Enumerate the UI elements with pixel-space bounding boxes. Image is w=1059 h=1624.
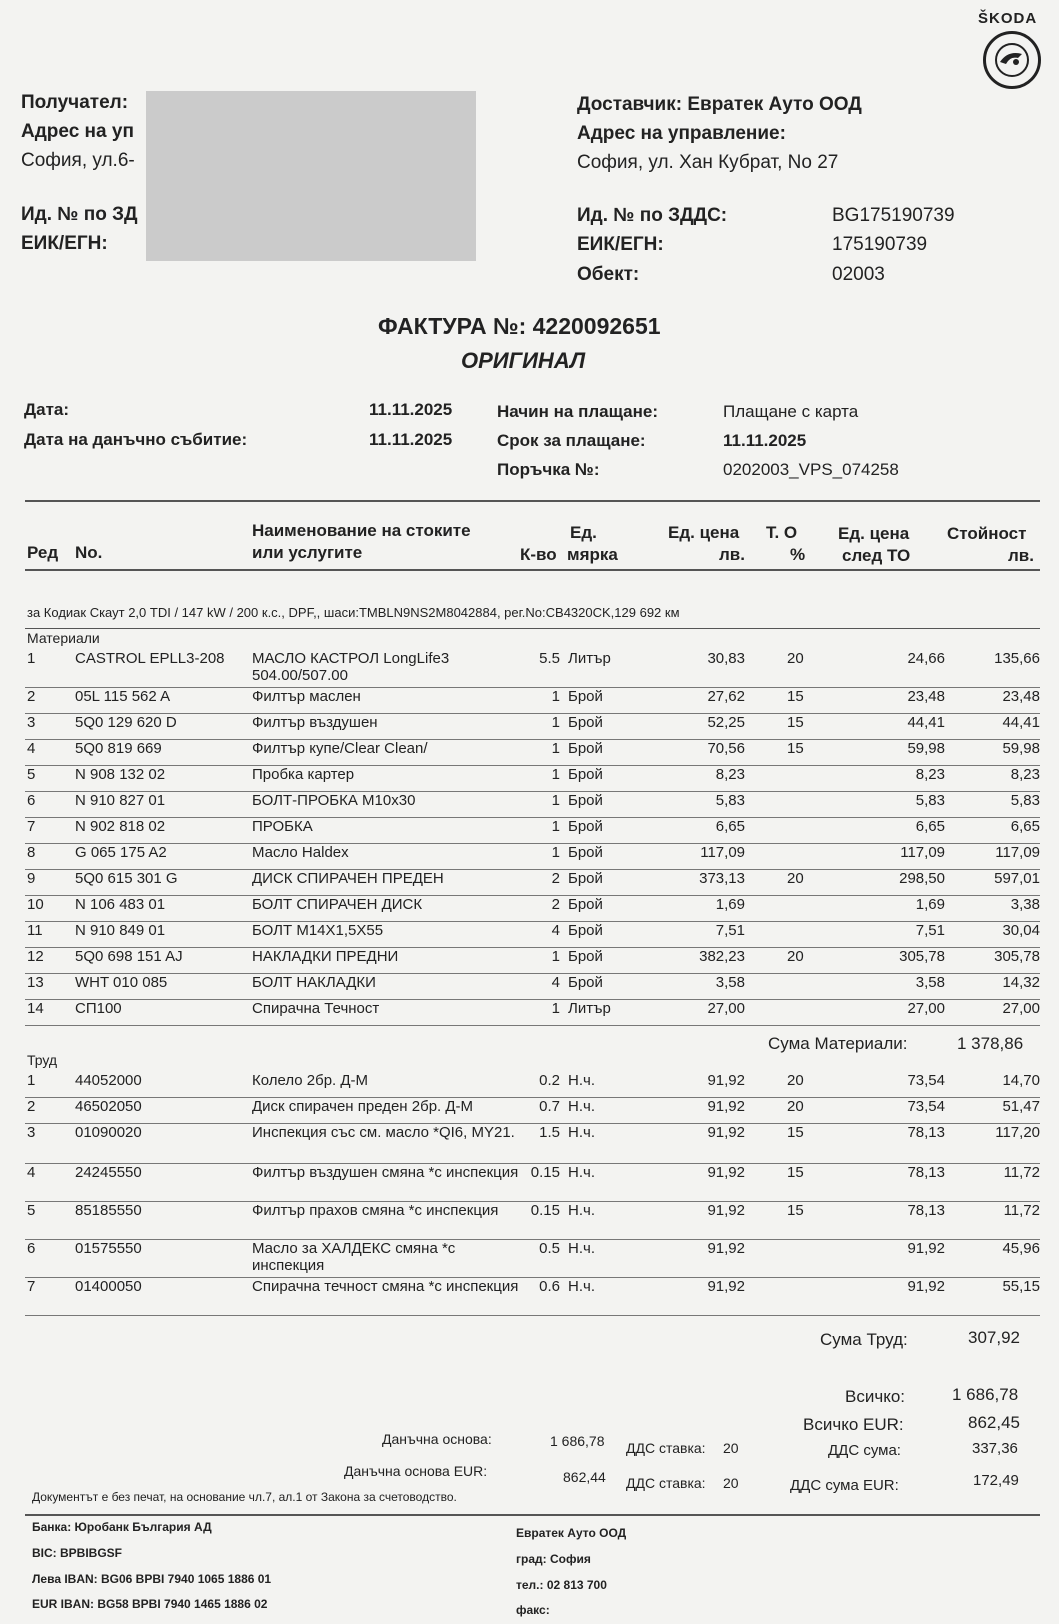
- row-rule: [25, 1025, 1040, 1026]
- cell-row: 3: [27, 1124, 36, 1141]
- cell-qty: 4: [551, 922, 560, 939]
- supplier-vat: BG175190739: [832, 205, 955, 226]
- cell-price-after: 3,58: [915, 974, 945, 991]
- cell-row: 1: [27, 1072, 36, 1089]
- materials-sum-value: 1 378,86: [957, 1034, 1024, 1053]
- cell-disc: 20: [787, 1098, 804, 1115]
- cell-no: 5Q0 129 620 D: [75, 714, 177, 731]
- payment-method-label: Начин на плащане:: [497, 402, 658, 421]
- table-header-rule: [25, 569, 1040, 571]
- table-row: [25, 688, 1040, 714]
- table-row: [25, 1098, 1040, 1124]
- cell-unit: Брой: [568, 818, 603, 835]
- payment-due-value: 11.11.2025: [723, 431, 807, 450]
- cell-row: 10: [27, 896, 44, 913]
- cell-name: ПРОБКА: [252, 818, 313, 835]
- table-row: [25, 1124, 1040, 1164]
- row-rule: [25, 1315, 1040, 1316]
- th-unit-line1: Ед.: [570, 523, 597, 542]
- labour-sum-value: 307,92: [968, 1328, 1020, 1347]
- cell-price: 6,65: [715, 818, 745, 835]
- cell-unit: Брой: [568, 870, 603, 887]
- cell-price-after: 73,54: [907, 1072, 945, 1089]
- cell-value: 27,00: [1002, 1000, 1040, 1017]
- cell-unit: Брой: [568, 896, 603, 913]
- order-label: Поръчка №:: [497, 460, 600, 479]
- cell-price: 8,23: [715, 766, 745, 783]
- cell-name: Филтър прахов смяна *с инспекция: [252, 1202, 499, 1219]
- table-row: [25, 1164, 1040, 1202]
- vat-eur-label: ДДС сума EUR:: [790, 1477, 899, 1494]
- cell-price: 91,92: [707, 1124, 745, 1141]
- table-top-rule: [25, 500, 1040, 502]
- cell-name: МАСЛО КАСТРОЛ LongLife3 504.00/507.00: [252, 650, 450, 684]
- supplier-object-label: Обект:: [577, 264, 640, 285]
- cell-no: WHT 010 085: [75, 974, 168, 991]
- cell-price-after: 298,50: [899, 870, 945, 887]
- table-row: [25, 1202, 1040, 1240]
- cell-qty: 1: [551, 844, 560, 861]
- cell-price: 27,00: [707, 1000, 745, 1017]
- table-row: [25, 740, 1040, 766]
- cell-name: Масло за ХАЛДЕКС смяна *с инспекция: [252, 1240, 456, 1274]
- cell-unit: Брой: [568, 974, 603, 991]
- cell-no: 24245550: [75, 1164, 142, 1181]
- cell-qty: 1: [551, 688, 560, 705]
- supplier-vat-label: Ид. № по ЗДДС:: [577, 205, 728, 226]
- th-no: No.: [75, 543, 103, 562]
- cell-price-after: 8,23: [915, 766, 945, 783]
- cell-no: G 065 175 A2: [75, 844, 167, 861]
- cell-price: 7,51: [715, 922, 745, 939]
- cell-unit: Н.ч.: [568, 1124, 595, 1141]
- cell-price: 91,92: [707, 1240, 745, 1257]
- supplier-name: Доставчик: Евратек Ауто ООД: [577, 94, 862, 115]
- cell-unit: Н.ч.: [568, 1098, 595, 1115]
- cell-value: 30,04: [1002, 922, 1040, 939]
- cell-price: 3,58: [715, 974, 745, 991]
- th-row: Ред: [27, 543, 59, 562]
- cell-qty: 0.15: [530, 1164, 560, 1181]
- cell-row: 14: [27, 1000, 44, 1017]
- cell-no: 05L 115 562 A: [75, 688, 171, 705]
- company-city: град: София: [516, 1552, 591, 1566]
- cell-value: 23,48: [1002, 688, 1040, 705]
- cell-price-after: 23,48: [907, 688, 945, 705]
- cell-price-after: 73,54: [907, 1098, 945, 1115]
- cell-value: 55,15: [1002, 1278, 1040, 1295]
- cell-value: 45,96: [1002, 1240, 1040, 1257]
- cell-price-after: 305,78: [899, 948, 945, 965]
- cell-price-after: 78,13: [907, 1124, 945, 1141]
- cell-disc: 15: [787, 714, 804, 731]
- cell-row: 4: [27, 740, 36, 757]
- cell-price-after: 27,00: [907, 1000, 945, 1017]
- th-price-after-line1: Ед. цена: [838, 524, 910, 543]
- cell-row: 9: [27, 870, 36, 887]
- cell-unit: Литър: [568, 1000, 611, 1017]
- table-row: [25, 844, 1040, 870]
- th-price-after-line2: след ТО: [842, 546, 911, 565]
- labour-section-label: Труд: [27, 1052, 58, 1068]
- recipient-vat-label: Ид. № по ЗД: [21, 204, 138, 225]
- bank-name: Банка: Юробанк България АД: [32, 1520, 212, 1534]
- table-row: [25, 1000, 1040, 1026]
- cell-name: Инспекция със см. масло *QI6, MY21.: [252, 1124, 515, 1141]
- table-row: [25, 974, 1040, 1000]
- cell-value: 5,83: [1010, 792, 1040, 809]
- th-value-line2: лв.: [1008, 546, 1034, 565]
- cell-qty: 5.5: [539, 650, 560, 667]
- table-row: [25, 766, 1040, 792]
- cell-value: 117,20: [995, 1124, 1040, 1141]
- tax-date-label: Дата на данъчно събитие:: [24, 430, 248, 449]
- cell-name: Масло Haldex: [252, 844, 349, 861]
- cell-qty: 1: [551, 792, 560, 809]
- tax-base-eur-value: 862,44: [563, 1469, 606, 1485]
- payment-due-label: Срок за плащане:: [497, 431, 646, 450]
- cell-qty: 0.15: [530, 1202, 560, 1219]
- invoice-subtitle: ОРИГИНАЛ: [461, 348, 586, 373]
- cell-row: 5: [27, 1202, 36, 1219]
- cell-name: Филтър купе/Clear Clean/: [252, 740, 428, 757]
- cell-price-after: 44,41: [907, 714, 945, 731]
- bank-iban-bgn: Лева IBAN: BG06 BPBI 7940 1065 1886 01: [32, 1572, 272, 1586]
- vat-value: 337,36: [972, 1440, 1018, 1457]
- date-label: Дата:: [24, 400, 70, 419]
- company-fax: факс:: [516, 1603, 550, 1617]
- cell-price-after: 24,66: [907, 650, 945, 667]
- cell-value: 6,65: [1010, 818, 1040, 835]
- cell-name: Пробка картер: [252, 766, 355, 783]
- table-row: [25, 650, 1040, 688]
- cell-qty: 1.5: [539, 1124, 560, 1141]
- cell-price: 5,83: [715, 792, 745, 809]
- cell-name: Спирачна Течност: [252, 1000, 380, 1017]
- date-value: 11.11.2025: [369, 400, 453, 419]
- total-eur-label: Всичко EUR:: [803, 1415, 904, 1434]
- th-unit-line2: мярка: [567, 545, 618, 564]
- table-row: [25, 948, 1040, 974]
- cell-price: 1,69: [715, 896, 745, 913]
- cell-value: 135,66: [994, 650, 1040, 667]
- th-price-line1: Ед. цена: [668, 523, 740, 542]
- cell-name: БОЛТ M14X1,5X55: [252, 922, 384, 939]
- cell-price: 373,13: [699, 870, 745, 887]
- cell-row: 2: [27, 1098, 36, 1115]
- recipient-address: София, ул.6-: [21, 150, 135, 171]
- skoda-logo-icon: [983, 31, 1041, 89]
- cell-qty: 0.5: [539, 1240, 560, 1257]
- cell-price: 382,23: [699, 948, 745, 965]
- cell-price-after: 59,98: [907, 740, 945, 757]
- cell-price: 30,83: [707, 650, 745, 667]
- table-row: [25, 818, 1040, 844]
- cell-value: 14,32: [1002, 974, 1040, 991]
- cell-price-after: 78,13: [907, 1202, 945, 1219]
- tax-base-value: 1 686,78: [550, 1433, 605, 1449]
- cell-unit: Брой: [568, 688, 603, 705]
- redaction-block: [146, 91, 476, 261]
- cell-disc: 15: [787, 688, 804, 705]
- supplier-address-label: Адрес на управление:: [577, 123, 786, 144]
- th-value-line1: Стойност: [947, 524, 1027, 543]
- th-name-line1: Наименование на стоките: [252, 521, 471, 540]
- cell-disc: 20: [787, 948, 804, 965]
- table-row: [25, 1240, 1040, 1278]
- cell-qty: 0.6: [539, 1278, 560, 1295]
- table-row: [25, 870, 1040, 896]
- cell-qty: 1: [551, 1000, 560, 1017]
- cell-value: 597,01: [994, 870, 1040, 887]
- cell-value: 44,41: [1002, 714, 1040, 731]
- cell-unit: Н.ч.: [568, 1202, 595, 1219]
- cell-row: 4: [27, 1164, 36, 1181]
- th-price-line2: лв.: [719, 545, 745, 564]
- cell-price: 70,56: [707, 740, 745, 757]
- cell-row: 3: [27, 714, 36, 731]
- materials-sum-label: Сума Материали:: [768, 1034, 908, 1053]
- cell-disc: 15: [787, 1124, 804, 1141]
- cell-unit: Брой: [568, 844, 603, 861]
- cell-price-after: 91,92: [907, 1240, 945, 1257]
- cell-value: 8,23: [1010, 766, 1040, 783]
- cell-unit: Брой: [568, 948, 603, 965]
- recipient-name-label: Получател:: [21, 92, 129, 113]
- supplier-eik-label: ЕИК/ЕГН:: [577, 234, 664, 255]
- cell-no: 01400050: [75, 1278, 142, 1295]
- cell-no: 01090020: [75, 1124, 142, 1141]
- cell-name: БОЛТ НАКЛАДКИ: [252, 974, 376, 991]
- cell-disc: 15: [787, 1164, 804, 1181]
- cell-no: СП100: [75, 1000, 122, 1017]
- bank-iban-eur: EUR IBAN: BG58 BPBI 7940 1465 1886 02: [32, 1597, 268, 1611]
- cell-unit: Н.ч.: [568, 1240, 595, 1257]
- cell-name: Диск спирачен преден 2бр. Д-М: [252, 1098, 474, 1115]
- cell-unit: Брой: [568, 766, 603, 783]
- cell-unit: Брой: [568, 792, 603, 809]
- cell-no: CASTROL EPLL3-208: [75, 650, 225, 667]
- vat-label: ДДС сума:: [828, 1442, 901, 1459]
- cell-no: N 908 132 02: [75, 766, 166, 783]
- cell-no: 46502050: [75, 1098, 142, 1115]
- cell-name: БОЛТ-ПРОБКА M10x30: [252, 792, 416, 809]
- cell-qty: 0.2: [539, 1072, 560, 1089]
- cell-disc: 20: [787, 650, 804, 667]
- cell-price-after: 1,69: [915, 896, 945, 913]
- vat-rate-eur-value: 20: [723, 1475, 739, 1491]
- supplier-address: София, ул. Хан Кубрат, No 27: [577, 152, 839, 173]
- invoice-title: ФАКТУРА №: 4220092651: [378, 313, 661, 339]
- cell-value: 14,70: [1002, 1072, 1040, 1089]
- cell-value: 117,09: [995, 844, 1040, 861]
- order-value: 0202003_VPS_074258: [723, 460, 899, 479]
- cell-qty: 4: [551, 974, 560, 991]
- cell-price: 91,92: [707, 1278, 745, 1295]
- th-qty: К-во: [520, 545, 557, 564]
- table-row: [25, 792, 1040, 818]
- vat-eur-value: 172,49: [973, 1472, 1019, 1489]
- cell-qty: 2: [551, 870, 560, 887]
- cell-no: 5Q0 819 669: [75, 740, 162, 757]
- cell-row: 6: [27, 1240, 36, 1257]
- cell-qty: 1: [551, 714, 560, 731]
- labour-sum-label: Сума Труд:: [820, 1330, 908, 1349]
- total-label: Всичко:: [845, 1387, 905, 1406]
- cell-price-after: 7,51: [915, 922, 945, 939]
- th-discount-line1: Т. О: [766, 523, 798, 542]
- cell-value: 59,98: [1002, 740, 1040, 757]
- cell-unit: Н.ч.: [568, 1072, 595, 1089]
- cell-no: N 106 483 01: [75, 896, 166, 913]
- vat-rate-eur-label: ДДС ставка:: [626, 1475, 706, 1491]
- cell-disc: 15: [787, 1202, 804, 1219]
- cell-row: 1: [27, 650, 36, 667]
- cell-qty: 0.7: [539, 1098, 560, 1115]
- cell-value: 11,72: [1003, 1164, 1040, 1181]
- cell-price: 91,92: [707, 1164, 745, 1181]
- cell-no: N 910 849 01: [75, 922, 166, 939]
- total-value: 1 686,78: [952, 1385, 1019, 1404]
- cell-price: 91,92: [707, 1098, 745, 1115]
- cell-price-after: 117,09: [900, 844, 945, 861]
- cell-name: Филтър маслен: [252, 688, 361, 705]
- cell-unit: Н.ч.: [568, 1164, 595, 1181]
- cell-unit: Брой: [568, 714, 603, 731]
- cell-price: 91,92: [707, 1202, 745, 1219]
- cell-disc: 20: [787, 1072, 804, 1089]
- materials-section-label: Материали: [27, 630, 100, 646]
- cell-unit: Брой: [568, 922, 603, 939]
- cell-price-after: 91,92: [907, 1278, 945, 1295]
- footer-rule: [25, 1514, 1040, 1516]
- cell-qty: 1: [551, 948, 560, 965]
- cell-row: 8: [27, 844, 36, 861]
- table-row: [25, 714, 1040, 740]
- cell-disc: 20: [787, 870, 804, 887]
- cell-qty: 1: [551, 740, 560, 757]
- company-name: Евратек Ауто ООД: [516, 1526, 627, 1540]
- table-row: [25, 896, 1040, 922]
- cell-no: N 902 818 02: [75, 818, 166, 835]
- recipient-address-label: Адрес на уп: [21, 121, 134, 142]
- cell-unit: Брой: [568, 740, 603, 757]
- cell-row: 13: [27, 974, 44, 991]
- brand-name: ŠKODA: [978, 10, 1038, 27]
- cell-row: 2: [27, 688, 36, 705]
- cell-unit: Н.ч.: [568, 1278, 595, 1295]
- vat-rate-value: 20: [723, 1440, 739, 1456]
- cell-row: 7: [27, 1278, 36, 1295]
- tax-base-eur-label: Данъчна основа EUR:: [344, 1463, 488, 1479]
- cell-price: 27,62: [707, 688, 745, 705]
- cell-name: БОЛТ СПИРАЧЕН ДИСК: [252, 896, 423, 913]
- cell-name: Спирачна течност смяна *с инспекция: [252, 1278, 519, 1295]
- th-discount-line2: %: [790, 545, 806, 564]
- th-name-line2: или услугите: [252, 543, 363, 562]
- recipient-eik-label: ЕИК/ЕГН:: [21, 233, 108, 254]
- cell-no: 44052000: [75, 1072, 142, 1089]
- cell-disc: 15: [787, 740, 804, 757]
- cell-row: 11: [27, 922, 43, 939]
- cell-price-after: 5,83: [915, 792, 945, 809]
- cell-row: 5: [27, 766, 36, 783]
- cell-name: Колело 2бр. Д-М: [252, 1072, 369, 1089]
- cell-price-after: 6,65: [915, 818, 945, 835]
- cell-row: 12: [27, 948, 44, 965]
- cell-row: 6: [27, 792, 36, 809]
- cell-price: 117,09: [700, 844, 745, 861]
- cell-value: 3,38: [1010, 896, 1040, 913]
- cell-price: 91,92: [707, 1072, 745, 1089]
- cell-unit: Литър: [568, 650, 611, 667]
- cell-value: 305,78: [994, 948, 1040, 965]
- cell-value: 51,47: [1002, 1098, 1040, 1115]
- legal-note: Документът е без печат, на основание чл.7, ал.1 от Закона за счетоводство.: [32, 1490, 457, 1504]
- cell-no: 5Q0 615 301 G: [75, 870, 178, 887]
- vehicle-description: за Кодиак Скаут 2,0 TDI / 147 kW / 200 к.с., DPF,, шаси:TMBLN9NS2M8042884, рег.No:CB4320CK,129 692 км: [27, 605, 680, 620]
- payment-method-value: Плащане с карта: [723, 402, 859, 421]
- supplier-object: 02003: [832, 264, 885, 285]
- tax-base-label: Данъчна основа:: [382, 1431, 492, 1447]
- cell-row: 7: [27, 818, 36, 835]
- cell-name: ДИСК СПИРАЧЕН ПРЕДЕН: [252, 870, 444, 887]
- table-row: [25, 1072, 1040, 1098]
- bank-bic: BIC: BPBIBGSF: [32, 1546, 122, 1560]
- cell-name: Филтър въздушен: [252, 714, 378, 731]
- vat-rate-label: ДДС ставка:: [626, 1440, 706, 1456]
- cell-name: НАКЛАДКИ ПРЕДНИ: [252, 948, 399, 965]
- company-phone: тел.: 02 813 700: [516, 1578, 607, 1592]
- vehicle-rule: [25, 628, 1040, 629]
- cell-no: 01575550: [75, 1240, 142, 1257]
- cell-name: Филтър въздушен смяна *с инспекция: [252, 1164, 519, 1181]
- cell-no: 85185550: [75, 1202, 142, 1219]
- total-eur-value: 862,45: [968, 1413, 1020, 1432]
- cell-qty: 2: [551, 896, 560, 913]
- cell-no: N 910 827 01: [75, 792, 166, 809]
- cell-value: 11,72: [1003, 1202, 1040, 1219]
- cell-qty: 1: [551, 766, 560, 783]
- cell-no: 5Q0 698 151 AJ: [75, 948, 183, 965]
- table-row: [25, 922, 1040, 948]
- tax-date-value: 11.11.2025: [369, 430, 453, 449]
- supplier-eik: 175190739: [832, 234, 928, 255]
- table-row: [25, 1278, 1040, 1316]
- cell-price: 52,25: [707, 714, 745, 731]
- cell-qty: 1: [551, 818, 560, 835]
- cell-price-after: 78,13: [907, 1164, 945, 1181]
